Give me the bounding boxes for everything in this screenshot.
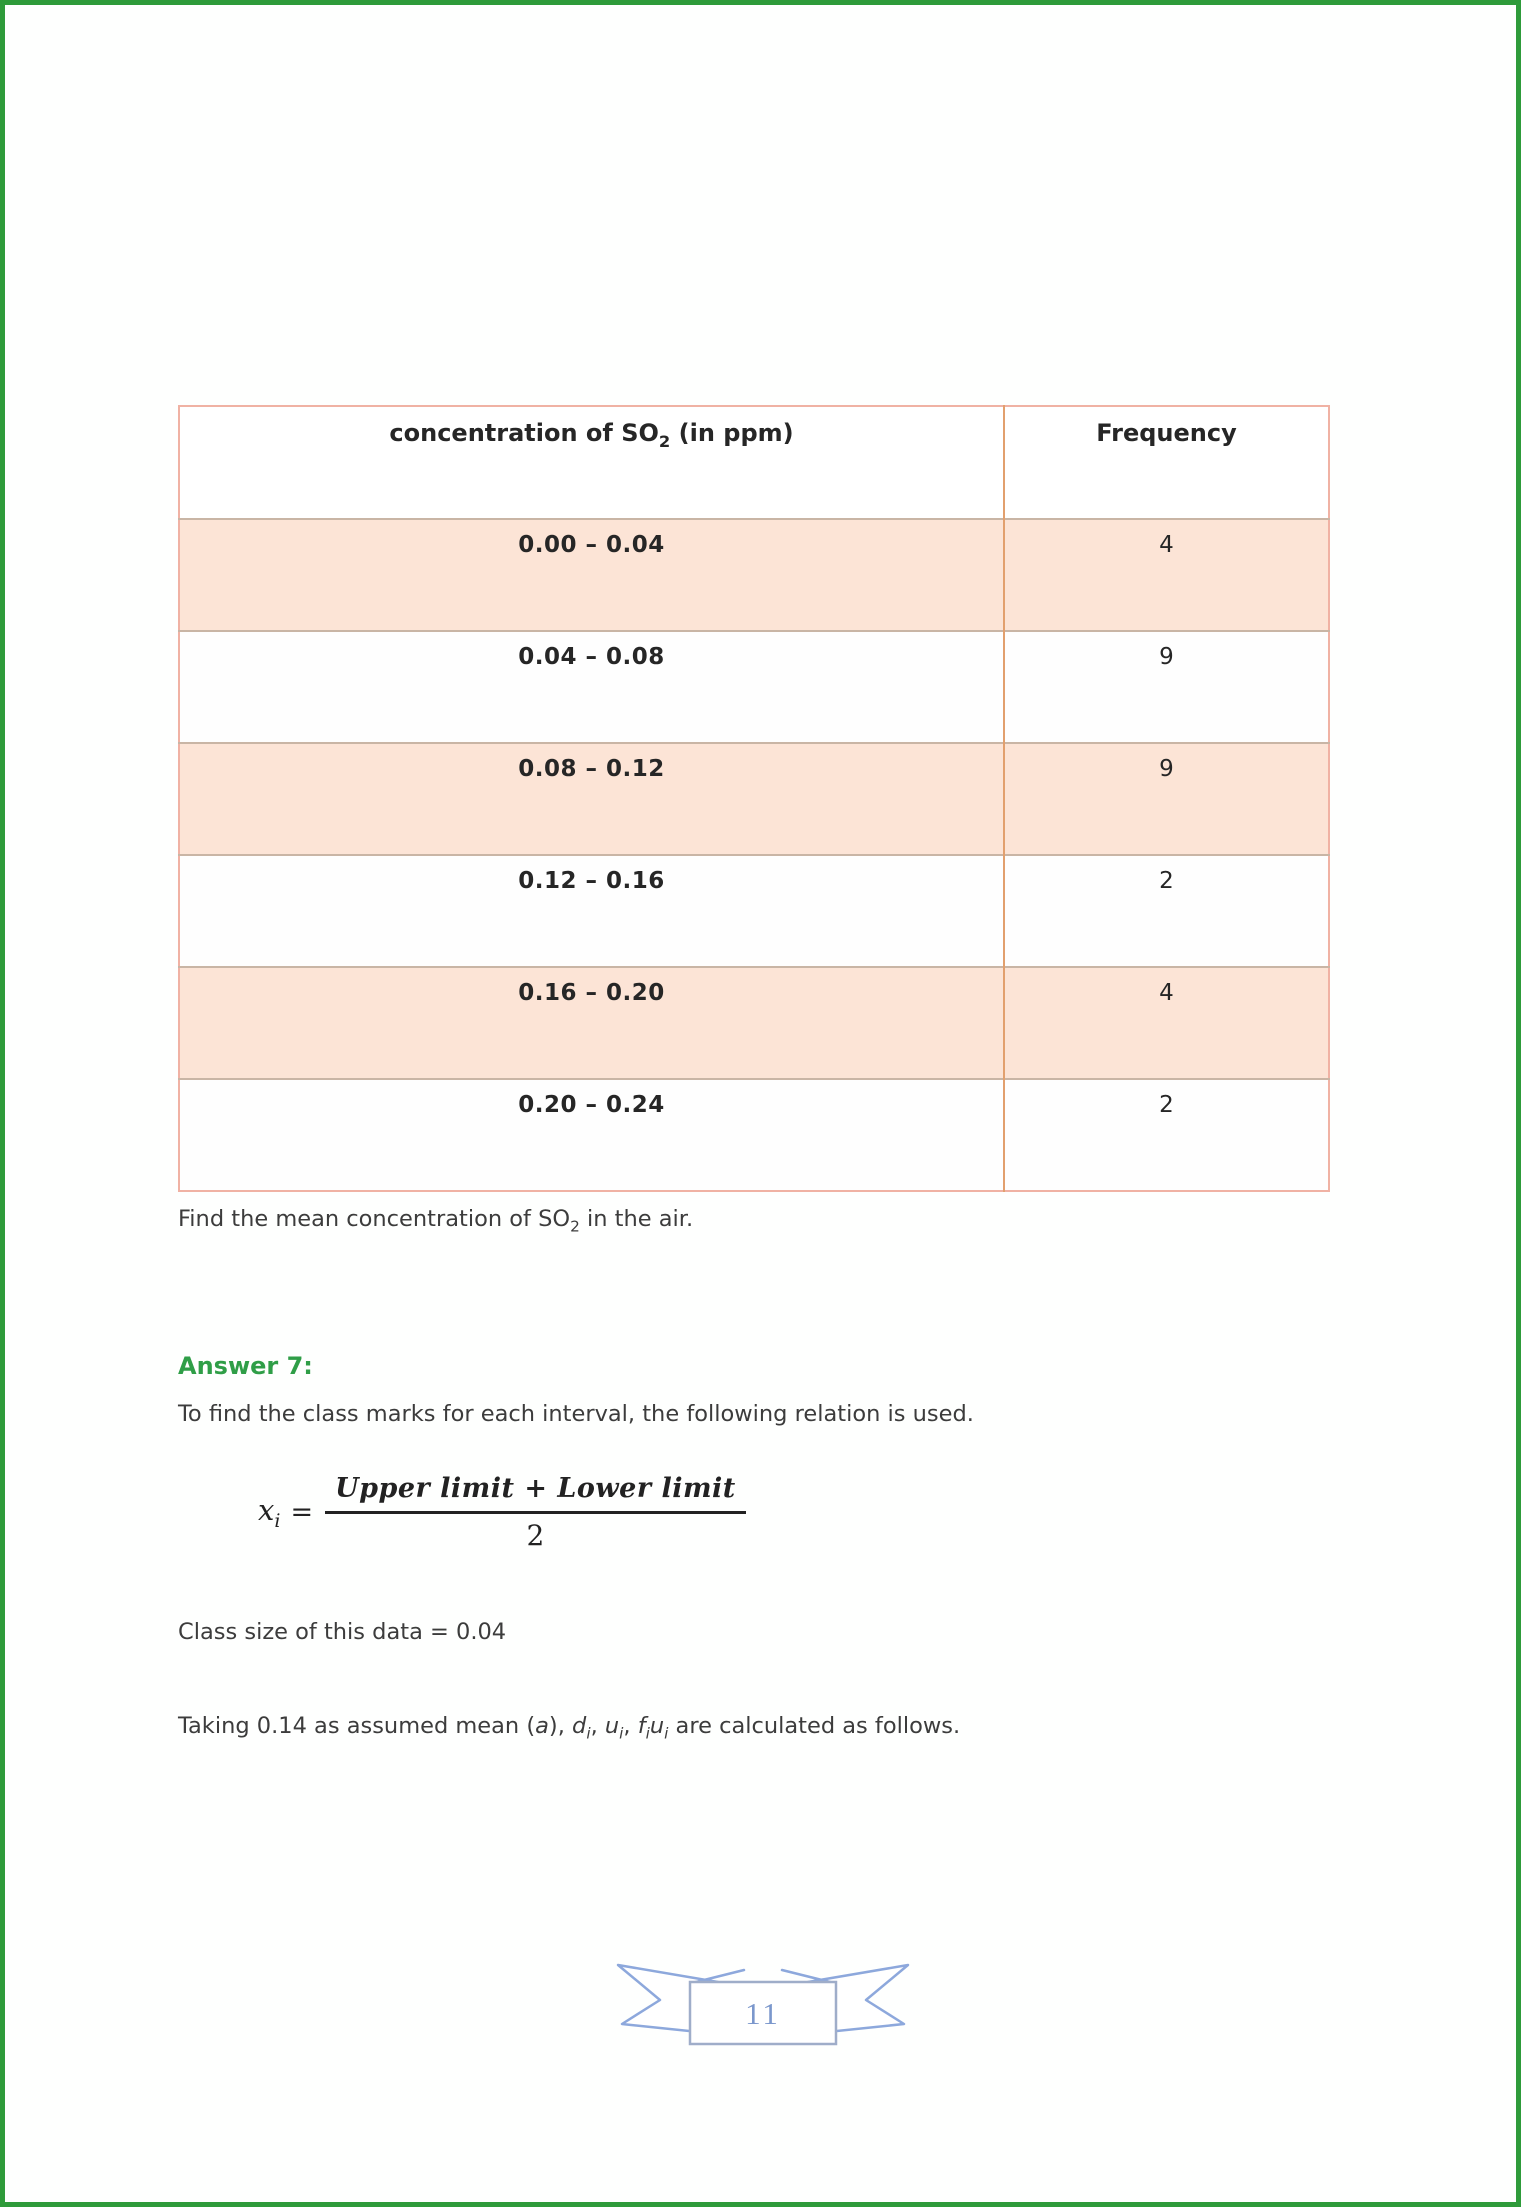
frequency-cell: 4 — [1004, 519, 1329, 631]
answer-heading: Answer 7: — [178, 1352, 313, 1380]
formula-fraction — [325, 1473, 746, 1552]
interval-cell: 0.00 – 0.04 — [179, 519, 1004, 631]
frequency-cell: 2 — [1004, 855, 1329, 967]
formula-lhs: $x_i$ — [258, 1493, 281, 1532]
frequency-cell: 9 — [1004, 743, 1329, 855]
so2-subscript: 2 — [658, 431, 671, 451]
interval-cell: 0.08 – 0.12 — [179, 743, 1004, 855]
interval-cell: 0.12 – 0.16 — [179, 855, 1004, 967]
table-row — [179, 967, 1329, 1079]
so2-frequency-table-wrap — [178, 405, 1330, 1192]
interval-cell: 0.20 – 0.24 — [179, 1079, 1004, 1191]
so2-subscript: 2 — [570, 1217, 580, 1236]
concentration-column-header: concentration of $SO_2$ (in ppm) — [179, 406, 1004, 519]
question-caption: Find the mean concentration of $SO_2$ in the air. — [178, 1206, 694, 1236]
class-size-text: Class size of this data = 0.04 — [178, 1619, 507, 1645]
frequency-column-header: Frequency — [1004, 406, 1329, 519]
fraction-denominator: 2 — [526, 1519, 545, 1552]
table-row — [179, 743, 1329, 855]
equals-sign: = — [290, 1497, 314, 1528]
frequency-cell: 4 — [1004, 967, 1329, 1079]
table-header-row — [179, 406, 1329, 519]
ribbon-banner-icon — [608, 1950, 918, 2065]
frequency-cell: 2 — [1004, 1079, 1329, 1191]
answer-intro-text: To find the class marks for each interval, the following relation is used. — [178, 1401, 974, 1427]
page-number-ribbon — [608, 1950, 918, 2065]
interval-cell: 0.04 – 0.08 — [179, 631, 1004, 743]
table-row — [179, 631, 1329, 743]
page-number: 11 — [745, 1996, 781, 2031]
table-row — [179, 519, 1329, 631]
so2-frequency-table — [178, 405, 1330, 1192]
frequency-cell: 9 — [1004, 631, 1329, 743]
interval-cell: 0.16 – 0.20 — [179, 967, 1004, 1079]
table-row — [179, 855, 1329, 967]
table-row — [179, 1079, 1329, 1191]
assumed-mean-text: Taking 0.14 as assumed mean (a), $d_i$, $u_i$, $f_iu_i$ are calculated as follows. — [178, 1713, 961, 1743]
fraction-numerator: Upper limit + Lower limit — [325, 1473, 746, 1514]
class-mark-formula — [258, 1473, 746, 1552]
